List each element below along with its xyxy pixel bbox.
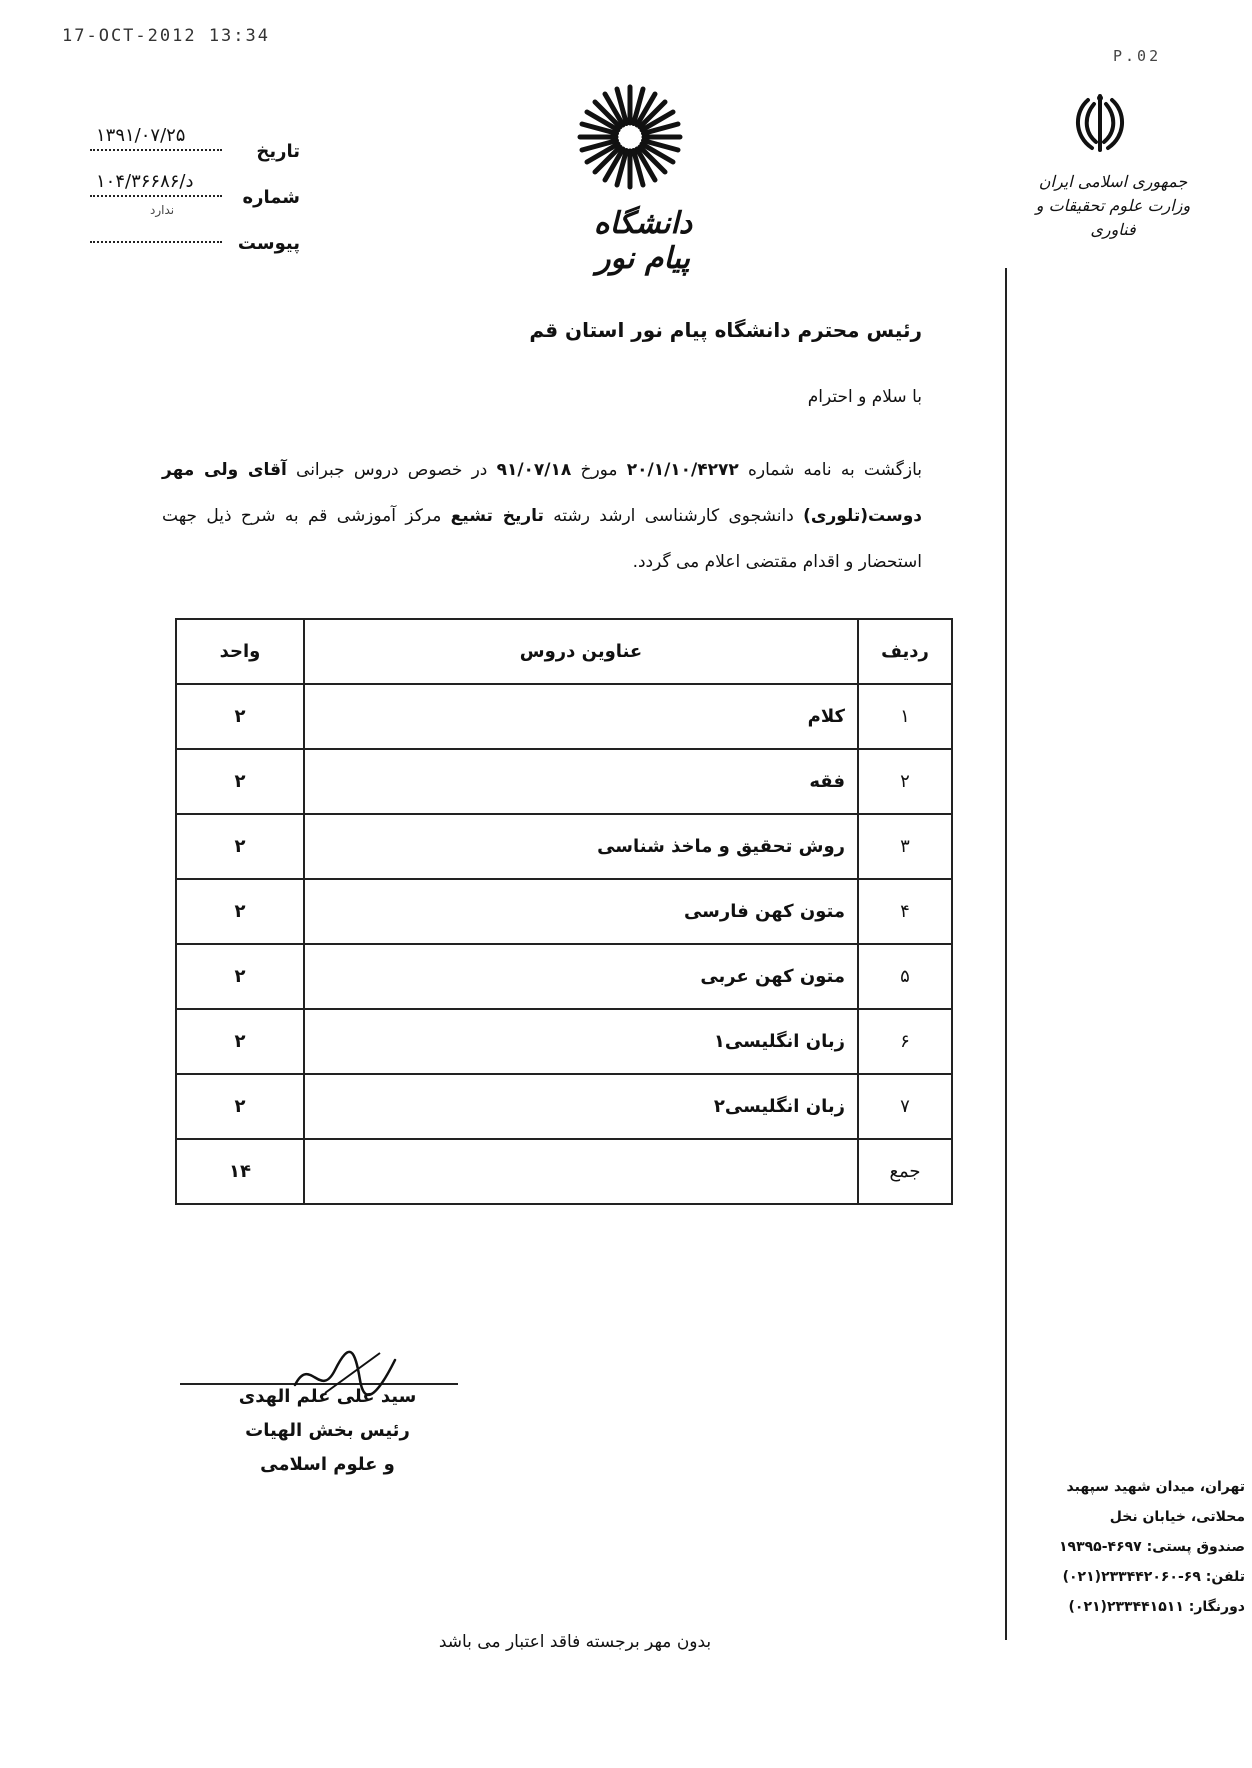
number-value: د/۱۰۴/۳۶۶۸۶ bbox=[96, 171, 194, 192]
number-note: ندارد bbox=[150, 203, 175, 217]
letter-number: ۲۰/۱/۱۰/۴۲۷۲ bbox=[626, 460, 739, 480]
table-header-row bbox=[176, 619, 952, 684]
body-part-5: مرکز آموزشی قم به شرح ذیل جهت استحضار و اقدام مقتضی اعلام می گردد. bbox=[162, 506, 922, 572]
signer-department: و علوم اسلامی bbox=[260, 1454, 395, 1475]
date-value: ۱۳۹۱/۰۷/۲۵ bbox=[96, 125, 186, 146]
course-units: ۲ bbox=[176, 814, 304, 879]
course-units: ۲ bbox=[176, 1009, 304, 1074]
course-units: ۲ bbox=[176, 749, 304, 814]
body-part-2: مورخ bbox=[571, 460, 627, 480]
body-part-4: دانشجوی کارشناسی ارشد رشته bbox=[543, 506, 804, 526]
phone: تلفن: ۶۹-۲۳۳۴۴۲۰۶۰(۰۲۱) bbox=[1062, 1569, 1245, 1585]
header-row-number: ردیف bbox=[858, 619, 952, 684]
attachment-label: پیوست bbox=[237, 233, 300, 254]
course-units: ۲ bbox=[176, 1074, 304, 1139]
row-number: ۷ bbox=[858, 1074, 952, 1139]
date-label: تاریخ bbox=[256, 141, 300, 162]
number-label: شماره bbox=[242, 187, 300, 208]
fax-header: 17-OCT-2012 13:34 bbox=[62, 26, 270, 46]
table-row bbox=[176, 1009, 952, 1074]
sunburst-rays bbox=[580, 87, 680, 187]
header-units: واحد bbox=[176, 619, 304, 684]
attachment-row bbox=[90, 217, 300, 263]
date-dots bbox=[90, 149, 222, 151]
course-units: ۲ bbox=[176, 684, 304, 749]
table-row bbox=[176, 684, 952, 749]
margin-rule bbox=[1005, 268, 1007, 1640]
row-number: ۲ bbox=[858, 749, 952, 814]
university-name: دانشگاه پیام نور bbox=[593, 206, 693, 276]
body-part-1: بازگشت به نامه شماره bbox=[738, 460, 922, 480]
body-part-3: در خصوص دروس جبرانی bbox=[286, 460, 497, 480]
row-number: ۳ bbox=[858, 814, 952, 879]
attachment-dots bbox=[90, 241, 222, 243]
signer-position: رئیس بخش الهیات bbox=[245, 1420, 410, 1441]
date-row bbox=[90, 125, 300, 171]
table-row bbox=[176, 749, 952, 814]
po-box: صندوق پستی: ۴۶۹۷-۱۹۳۹۵ bbox=[1058, 1539, 1245, 1555]
validity-note: بدون مهر برجسته فاقد اعتبار می باشد bbox=[438, 1632, 712, 1652]
table-row bbox=[176, 879, 952, 944]
letter-meta bbox=[90, 125, 300, 263]
course-title: متون کهن فارسی bbox=[304, 879, 858, 944]
ministry-line-2: وزارت علوم تحقیقات و فناوری bbox=[1035, 196, 1191, 239]
course-title: زبان انگلیسی۲ bbox=[304, 1074, 858, 1139]
header-course-title: عناوین دروس bbox=[304, 619, 858, 684]
course-title: کلام bbox=[304, 684, 858, 749]
courses-table bbox=[175, 618, 953, 1205]
ministry-line-1: جمهوری اسلامی ایران bbox=[1038, 172, 1188, 191]
greeting: با سلام و احترام bbox=[807, 387, 922, 407]
course-title: زبان انگلیسی۱ bbox=[304, 1009, 858, 1074]
letter-date: ۹۱/۰۷/۱۸ bbox=[496, 460, 572, 480]
total-label: جمع bbox=[858, 1139, 952, 1204]
number-dots bbox=[90, 195, 222, 197]
row-number: ۴ bbox=[858, 879, 952, 944]
course-units: ۲ bbox=[176, 944, 304, 1009]
student-name: آقای ولی مهر دوست(تلوری) bbox=[162, 460, 922, 526]
total-units: ۱۴ bbox=[176, 1139, 304, 1204]
total-empty bbox=[304, 1139, 858, 1204]
field-name: تاریخ تشیع bbox=[450, 506, 544, 526]
fax-number: دورنگار: ۲۳۳۴۴۱۵۱۱(۰۲۱) bbox=[1068, 1599, 1245, 1615]
total-row bbox=[176, 1139, 952, 1204]
payame-noor-sunburst-icon bbox=[575, 82, 685, 196]
number-row bbox=[90, 171, 300, 217]
signer-block bbox=[220, 1380, 435, 1482]
course-title: روش تحقیق و ماخذ شناسی bbox=[304, 814, 858, 879]
table-row bbox=[176, 1074, 952, 1139]
course-title: متون کهن عربی bbox=[304, 944, 858, 1009]
signer-name: سید علی علم الهدی bbox=[238, 1386, 417, 1407]
iran-emblem-icon bbox=[1070, 92, 1130, 158]
row-number: ۱ bbox=[858, 684, 952, 749]
fax-page-number: P.02 bbox=[1113, 47, 1162, 65]
row-number: ۶ bbox=[858, 1009, 952, 1074]
salutation: رئیس محترم دانشگاه پیام نور استان قم bbox=[529, 318, 922, 342]
course-title: فقه bbox=[304, 749, 858, 814]
table-row bbox=[176, 944, 952, 1009]
course-units: ۲ bbox=[176, 879, 304, 944]
ministry-block bbox=[1018, 170, 1208, 242]
letter-body bbox=[162, 447, 922, 585]
row-number: ۵ bbox=[858, 944, 952, 1009]
table-row bbox=[176, 814, 952, 879]
address-block bbox=[1045, 1472, 1245, 1622]
address-line: تهران، میدان شهید سپهبد محلاتی، خیابان نخل bbox=[1066, 1479, 1245, 1525]
